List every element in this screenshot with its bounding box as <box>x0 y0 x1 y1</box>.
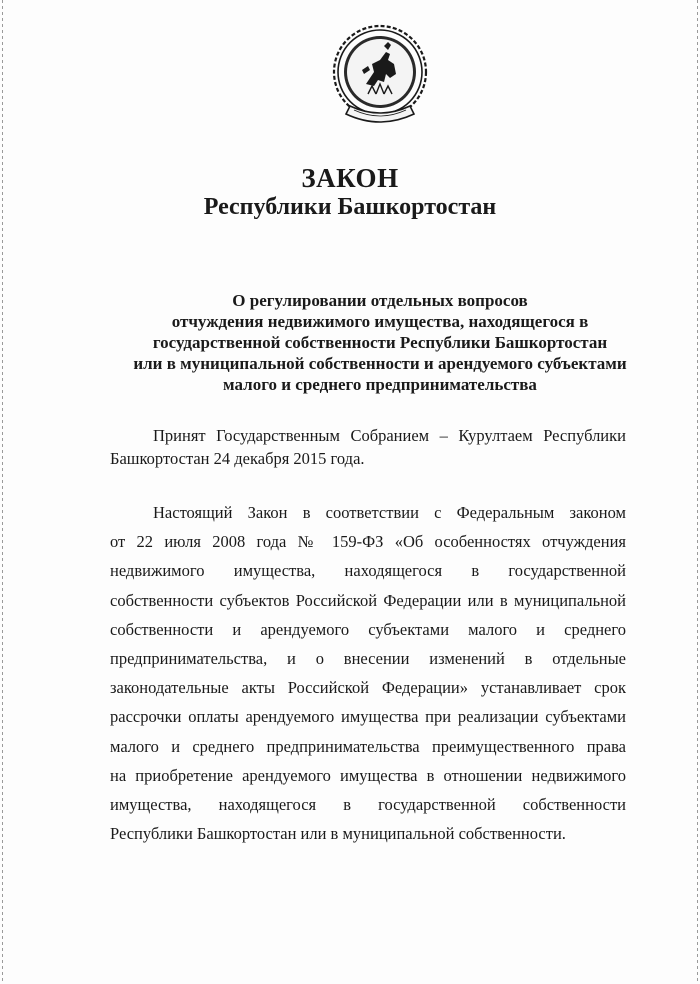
law-subtitle: Республики Башкортостан <box>203 194 497 220</box>
adoption-statement <box>110 424 626 470</box>
heading-line: или в муниципальной собственности и арендуемого субъектами <box>133 354 627 373</box>
heading-line: государственной собственности Республики Башкортостан <box>152 333 608 352</box>
body-paragraph <box>110 498 626 848</box>
body-line: предпринимательства, и о внесении изменений в отдельные <box>110 649 626 669</box>
heading-line: малого и среднего предпринимательства <box>223 375 537 394</box>
body-line: Республики Башкортостан или в муниципальной собственности. <box>110 824 566 844</box>
law-title: ЗАКОН <box>301 163 399 193</box>
adoption-line: Башкортостан 24 декабря 2015 года. <box>110 449 365 468</box>
body-line: малого и среднего предпринимательства преимущественного права <box>110 736 626 756</box>
body-line: от 22 июля 2008 года № 159-ФЗ «Об особенностях отчуждения <box>110 532 626 552</box>
body-line: рассрочки оплаты арендуемого имущества при реализации субъектами <box>110 707 626 727</box>
emblem-ribbon <box>346 106 414 122</box>
page-edge-right <box>697 0 698 984</box>
body-line: собственности субъектов Российской Федерации или в муниципальной <box>110 590 626 610</box>
adoption-line: Принят Государственным Собранием – Курултаем Республики <box>153 426 626 445</box>
body-line: имущества, находящегося в государственной собственности <box>110 795 626 815</box>
coat-of-arms-emblem <box>328 22 432 130</box>
law-heading <box>110 290 650 395</box>
body-line: недвижимого имущества, находящегося в государственной <box>110 561 626 581</box>
body-line: Настоящий Закон в соответствии с Федеральным законом <box>153 503 626 522</box>
body-line: на приобретение арендуемого имущества в отношении недвижимого <box>110 765 626 785</box>
heading-line: отчуждения недвижимого имущества, находящегося в <box>171 312 589 331</box>
heading-line: О регулировании отдельных вопросов <box>232 291 528 310</box>
body-line: законодательные акты Российской Федерации» устанавливает срок <box>110 678 626 698</box>
body-line: собственности и арендуемого субъектами малого и среднего <box>110 619 626 639</box>
page-edge-left <box>2 0 3 984</box>
